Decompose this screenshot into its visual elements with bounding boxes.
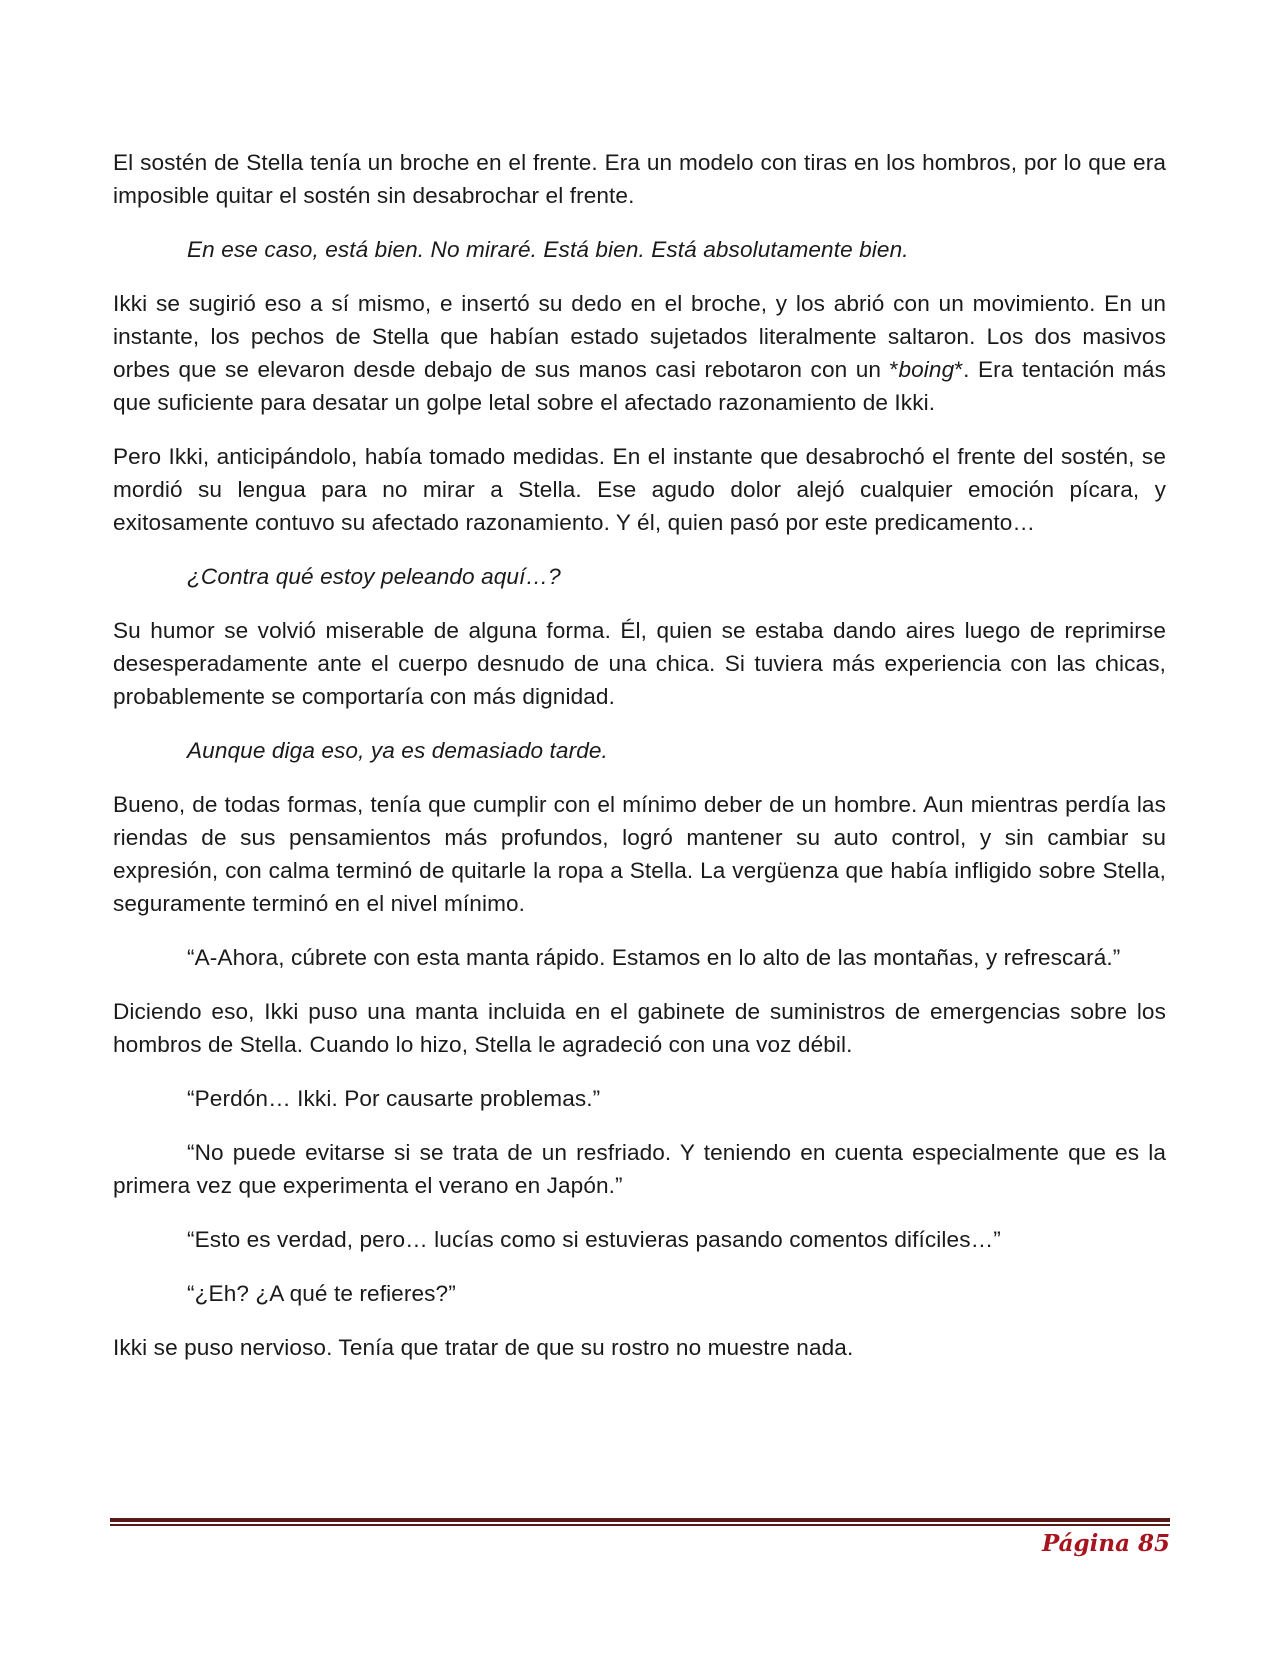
paragraph-3 [113, 287, 1166, 419]
paragraph-5-thought: ¿Contra qué estoy peleando aquí…? [187, 564, 561, 589]
paragraph-10: Diciendo eso, Ikki puso una manta incluida en el gabinete de suministros de emergencias sobre los hombros de Stella. Cuando lo hizo, Stella le agradeció con una voz débil. [113, 999, 1166, 1057]
footer-divider [110, 1518, 1170, 1526]
page-number: Página 85 [1041, 1530, 1170, 1557]
paragraph-6: Su humor se volvió miserable de alguna forma. Él, quien se estaba dando aires luego de reprimirse desesperadamente ante el cuerpo desnudo de una chica. Si tuviera más experiencia con las chicas, probablemente se comportaría con más dignidad. [113, 618, 1166, 709]
paragraph-4: Pero Ikki, anticipándolo, había tomado medidas. En el instante que desabrochó el frente del sostén, se mordió su lengua para no mirar a Stella. Ese agudo dolor alejó cualquier emoción pícara, y exitosamente contuvo su afectado razonamiento. Y él, quien pasó por este predicamento… [113, 444, 1166, 535]
paragraph-14-dialogue: “¿Eh? ¿A qué te refieres?” [187, 1281, 456, 1306]
paragraph-8: Bueno, de todas formas, tenía que cumplir con el mínimo deber de un hombre. Aun mientras perdía las riendas de sus pensamientos más profundos, logró mantener su auto control, y sin cambiar su expresión, con calma terminó de quitarle la ropa a Stella. La vergüenza que había infligido sobre Stella, seguramente terminó en el nivel mínimo. [113, 792, 1166, 916]
paragraph-2-thought: En ese caso, está bien. No miraré. Está bien. Está absolutamente bien. [187, 237, 909, 262]
paragraph-1: El sostén de Stella tenía un broche en el frente. Era un modelo con tiras en los hombros, por lo que era imposible quitar el sostén sin desabrochar el frente. [113, 150, 1166, 208]
paragraph-3-part-a: Ikki se sugirió eso a sí mismo, e insertó su dedo en el broche, y los abrió con un movimiento. En un instante, los pechos de Stella que habían estado sujetados literalmente saltaron. Los dos masivos orbes que se elevaron desde debajo de sus manos casi rebotaron con un * [113, 291, 1166, 382]
page-body [113, 146, 1166, 1385]
paragraph-7-thought: Aunque diga eso, ya es demasiado tarde. [187, 738, 608, 763]
footer-divider-thick-line [110, 1518, 1170, 1522]
paragraph-3-italic-word: boing [898, 357, 955, 382]
footer-divider-thin-line [110, 1524, 1170, 1526]
paragraph-13-dialogue: “Esto es verdad, pero… lucías como si estuvieras pasando comentos difíciles…” [187, 1227, 1001, 1252]
paragraph-9-dialogue: “A-Ahora, cúbrete con esta manta rápido. Estamos en lo alto de las montañas, y refrescará.” [187, 945, 1121, 970]
paragraph-15: Ikki se puso nervioso. Tenía que tratar de que su rostro no muestre nada. [113, 1335, 854, 1360]
paragraph-12-dialogue: “No puede evitarse si se trata de un resfriado. Y teniendo en cuenta especialmente que es la primera vez que experimenta el verano en Japón.” [113, 1140, 1166, 1198]
paragraph-3-part-b: *. Era tentación más que suficiente para desatar un golpe letal sobre el afectado razonamiento de Ikki. [113, 357, 1166, 415]
paragraph-11-dialogue: “Perdón… Ikki. Por causarte problemas.” [187, 1086, 601, 1111]
